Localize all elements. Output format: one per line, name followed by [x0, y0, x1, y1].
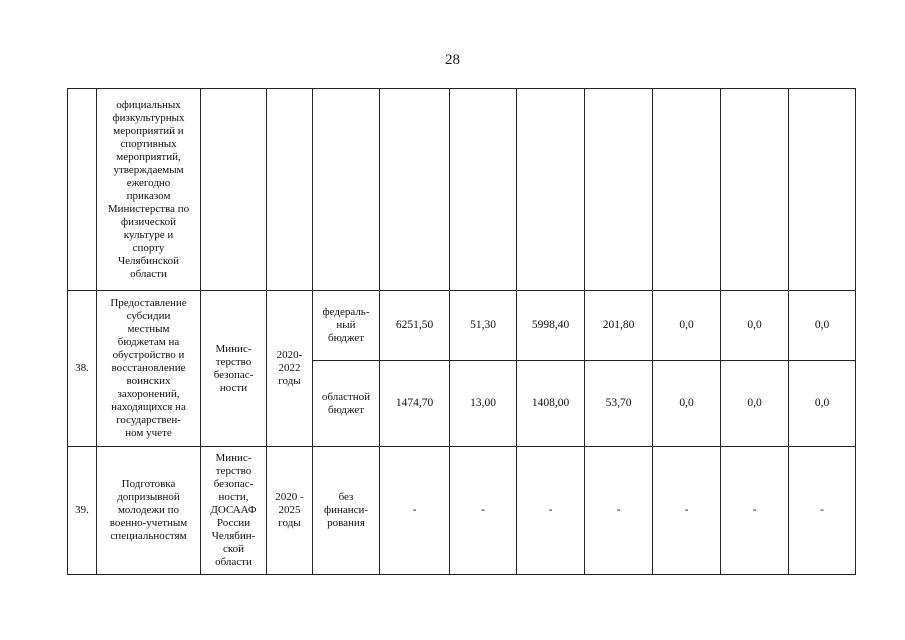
table-row-38-federal	[68, 291, 856, 361]
value-cell: 0,0	[789, 291, 856, 361]
funding-source-cell: без финанси- рования	[313, 447, 380, 575]
value-cell: 0,0	[653, 361, 721, 447]
value-cell: 0,0	[789, 361, 856, 447]
program-activities-table	[67, 88, 856, 575]
value-cell: -	[380, 447, 450, 575]
source-cell	[313, 89, 380, 291]
value-cell	[585, 89, 653, 291]
value-cell	[789, 89, 856, 291]
value-cell: 6251,50	[380, 291, 450, 361]
value-cell	[450, 89, 517, 291]
funding-source-cell: областной бюджет	[313, 361, 380, 447]
period-cell: 2020 - 2025 годы	[267, 447, 313, 575]
value-cell: 5998,40	[517, 291, 585, 361]
value-cell: 0,0	[721, 361, 789, 447]
value-cell: 1474,70	[380, 361, 450, 447]
row-number-cell: 39.	[68, 447, 97, 575]
value-cell: -	[585, 447, 653, 575]
table-row-continued	[68, 89, 856, 291]
value-cell: 51,30	[450, 291, 517, 361]
table-row-39	[68, 447, 856, 575]
value-cell: 53,70	[585, 361, 653, 447]
funding-source-cell: федераль- ный бюджет	[313, 291, 380, 361]
executor-cell	[201, 89, 267, 291]
executor-cell: Минис- терство безопас- ности	[201, 291, 267, 447]
activity-name-cell: Подготовка допризывной молодежи по военно-учетным специальностям	[97, 447, 201, 575]
row-number-cell	[68, 89, 97, 291]
activity-name-cell: Предоставление субсидии местным бюджетам на обустройство и восстановление воинских захоронений, находящихся на государствен- ном учете	[97, 291, 201, 447]
value-cell: -	[517, 447, 585, 575]
executor-cell: Минис- терство безопас- ности, ДОСААФ России Челябин- ской области	[201, 447, 267, 575]
value-cell: -	[721, 447, 789, 575]
value-cell: -	[789, 447, 856, 575]
period-cell: 2020- 2022 годы	[267, 291, 313, 447]
value-cell: -	[450, 447, 517, 575]
value-cell: 201,80	[585, 291, 653, 361]
value-cell: 13,00	[450, 361, 517, 447]
value-cell: 1408,00	[517, 361, 585, 447]
period-cell	[267, 89, 313, 291]
value-cell	[653, 89, 721, 291]
value-cell: 0,0	[653, 291, 721, 361]
activity-name-cell: официальных физкультурных мероприятий и спортивных мероприятий, утверждаемым ежегодно приказом Министерства по физической культуре и спорту Челябинской области	[97, 89, 201, 291]
page-number: 28	[445, 52, 460, 68]
value-cell	[380, 89, 450, 291]
value-cell	[721, 89, 789, 291]
row-number-cell: 38.	[68, 291, 97, 447]
value-cell: 0,0	[721, 291, 789, 361]
value-cell: -	[653, 447, 721, 575]
value-cell	[517, 89, 585, 291]
